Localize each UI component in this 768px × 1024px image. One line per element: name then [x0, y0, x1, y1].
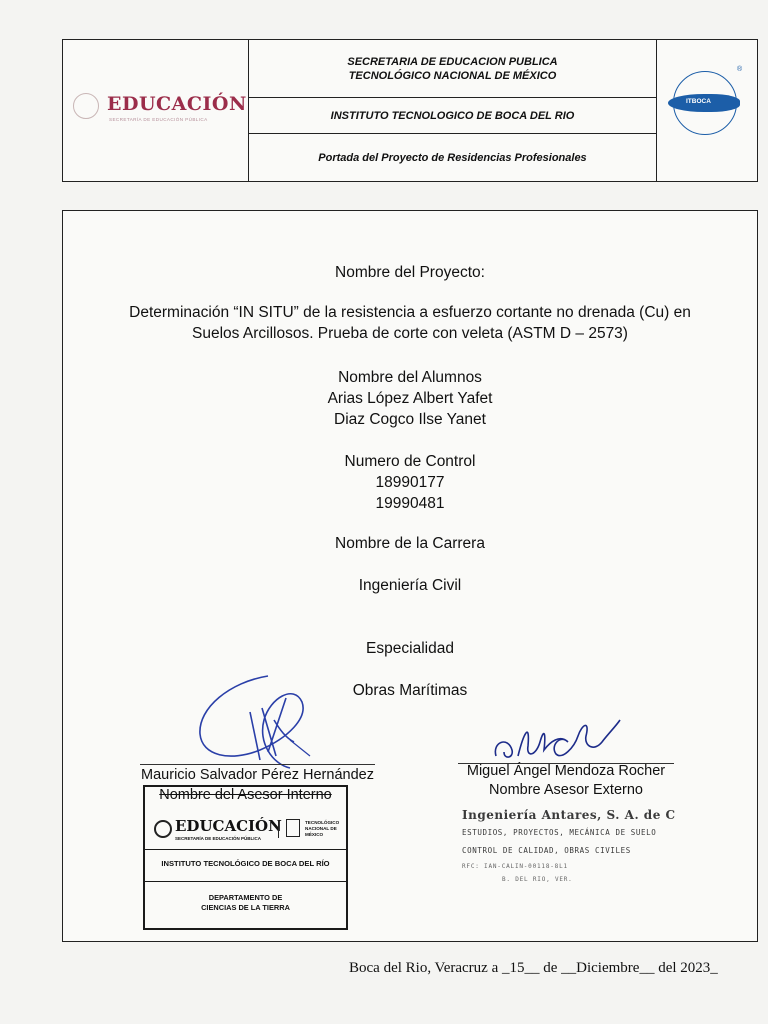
antares-rfc: RFC: IAN-CALIN-00118-8L1 [462, 863, 568, 870]
sep-logo-cell [63, 40, 249, 181]
stamp-divider [278, 820, 279, 838]
external-advisor-signature [490, 712, 630, 764]
fish-icon [668, 94, 740, 112]
document-header [62, 39, 758, 182]
header-line2: TECNOLÓGICO NACIONAL DE MÉXICO [348, 69, 557, 82]
project-title-line2: Suelos Arcillosos. Prueba de corte con veleta (ASTM D – 2573) [192, 325, 628, 342]
external-advisor-name: Miguel Ángel Mendoza Rocher [466, 763, 666, 779]
students-label: Nombre del Alumnos [338, 369, 482, 386]
header-doc-title: Portada del Proyecto de Residencias Profesionales [318, 151, 587, 164]
header-line1: SECRETARIA DE EDUCACION PUBLICA [347, 55, 558, 68]
stamp-tecnm-text [305, 820, 346, 838]
internal-advisor-role: Nombre del Asesor Interno [159, 787, 332, 803]
sep-seal-icon [73, 93, 99, 119]
project-title [63, 302, 757, 344]
antares-services-line: CONTROL DE CALIDAD, OBRAS CIVILES [462, 846, 631, 855]
stamp-rule [145, 881, 346, 882]
stamp-department-line2: CIENCIAS DE LA TIERRA [201, 903, 290, 912]
external-advisor-role: Nombre Asesor Externo [489, 782, 643, 798]
header-organization [249, 40, 656, 98]
itboca-logo-icon [673, 71, 737, 135]
students-block [63, 367, 757, 430]
sep-logo-text: EDUCACIÓN [107, 93, 247, 115]
project-title-line1: Determinación “IN SITU” de la resistencia a esfuerzo cortante no drenada (Cu) en [129, 304, 691, 321]
itbr-department-stamp [143, 785, 348, 930]
antares-location: B. DEL RIO, VER. [502, 876, 573, 883]
control-number: 18990177 [375, 474, 445, 491]
external-advisor-block [458, 762, 674, 800]
itboca-logo-text: ITBOCA [686, 98, 711, 105]
sep-seal-icon [154, 820, 172, 838]
stamp-department-line1: DEPARTAMENTO DE [208, 893, 283, 902]
stamp-institute: INSTITUTO TECNOLÓGICO DE BOCA DEL RÍO [161, 859, 330, 868]
antares-services-line: ESTUDIOS, PROYECTOS, MECÁNICA DE SUELO [462, 828, 657, 837]
header-institute-row [249, 98, 656, 134]
place-date-line: Boca del Rio, Veracruz a _15__ de __Diciembre__ del 2023_ [349, 960, 718, 976]
stamp-department [145, 893, 346, 913]
control-number: 19990481 [375, 495, 445, 512]
header-title-cell [249, 40, 657, 181]
career-label: Nombre de la Carrera [335, 535, 485, 552]
stamp-edu-subtext: SECRETARÍA DE EDUCACIÓN PÚBLICA [175, 836, 262, 841]
internal-advisor-signature [190, 668, 340, 778]
student-name: Diaz Cogco Ilse Yanet [334, 411, 486, 428]
header-institute: INSTITUTO TECNOLOGICO DE BOCA DEL RIO [330, 109, 575, 122]
student-name: Arias López Albert Yafet [327, 390, 493, 407]
specialty-value: Obras Marítimas [352, 682, 468, 699]
header-doc-title-row [249, 134, 656, 181]
internal-signature-line [140, 764, 375, 765]
specialty-label: Especialidad [366, 640, 454, 657]
control-block [63, 451, 757, 514]
stamp-edu-text: EDUCACIÓN [175, 817, 282, 835]
registered-mark: ® [737, 66, 743, 73]
control-label: Numero de Control [344, 453, 476, 470]
internal-advisor-name: Mauricio Salvador Pérez Hernández [141, 767, 374, 783]
tecnm-logo-icon [286, 819, 300, 837]
career-value: Ingeniería Civil [358, 577, 462, 594]
stamp-tecnm-line1: TECNOLÓGICO [305, 820, 340, 825]
itboca-logo-cell [657, 40, 757, 181]
stamp-tecnm-line2: NACIONAL DE MÉXICO [305, 826, 337, 837]
project-label: Nombre del Proyecto: [335, 264, 485, 281]
sep-logo-subtext: SECRETARÍA DE EDUCACIÓN PÚBLICA [109, 117, 208, 122]
stamp-rule [145, 849, 346, 850]
antares-company-name: Ingeniería Antares, S. A. de C [462, 808, 676, 822]
